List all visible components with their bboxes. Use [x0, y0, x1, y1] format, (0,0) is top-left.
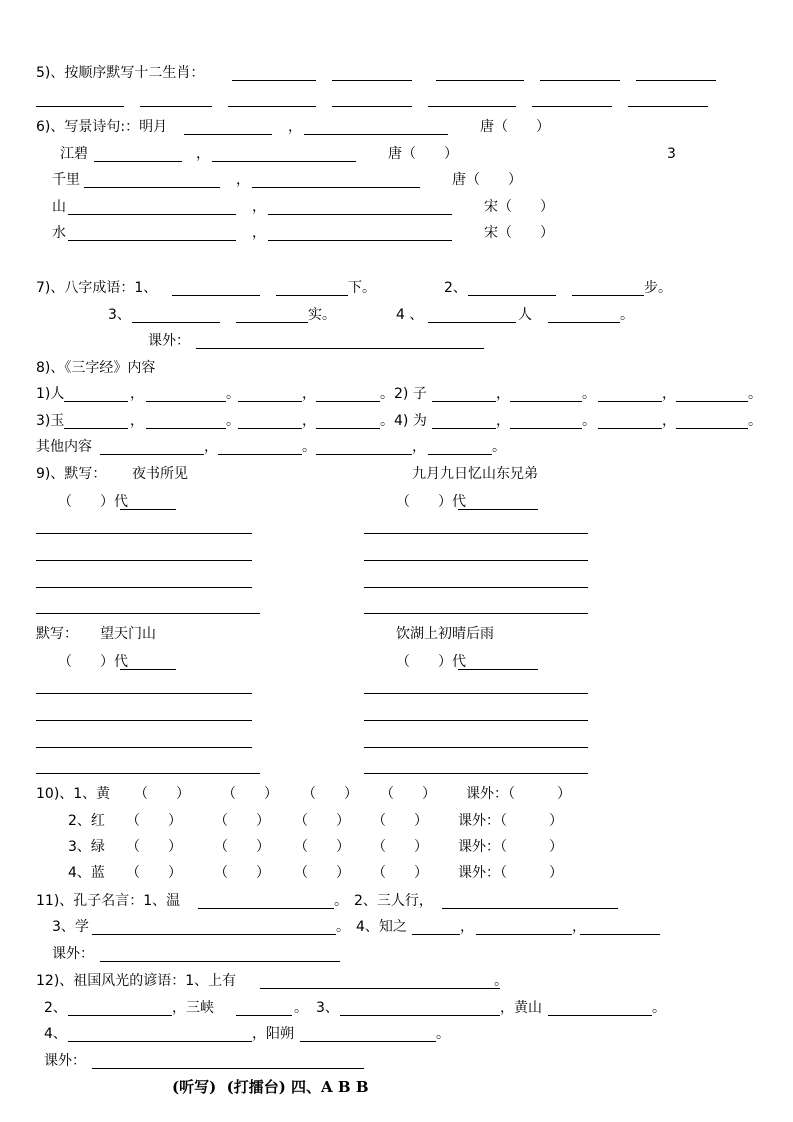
dynasty-tang: 唐（ ）	[388, 146, 458, 162]
period: 。	[582, 413, 596, 429]
comma: ，	[252, 199, 266, 215]
period: 。	[652, 1000, 666, 1016]
s11-label: 11)、孔子名言：1、温	[36, 893, 181, 909]
answer-line[interactable]	[36, 693, 252, 694]
comma: ，	[572, 919, 586, 935]
paren-blank[interactable]: （ ）	[126, 865, 182, 881]
s10-extra: 课外：（ ）	[466, 786, 571, 802]
s7-extra: 课外：	[148, 333, 190, 349]
s12-item3-mid: ，黄山	[500, 1000, 542, 1016]
comma: ，	[496, 413, 510, 429]
s10-row-label: 3、绿	[68, 839, 105, 855]
s12-extra: 课外：	[44, 1053, 86, 1069]
comma: ，	[288, 119, 302, 135]
s10-row-label: 2、红	[68, 813, 105, 829]
answer-blank[interactable]	[628, 106, 708, 107]
answer-blank[interactable]	[428, 106, 516, 107]
answer-blank[interactable]	[212, 161, 356, 162]
poem-dynasty: （ ）代	[58, 654, 128, 670]
s8-row2-a: 3)玉	[36, 413, 65, 429]
answer-line[interactable]	[364, 560, 588, 561]
answer-blank[interactable]	[84, 187, 220, 188]
s10-extra: 课外：（ ）	[458, 865, 563, 881]
comma: ，	[412, 439, 426, 455]
answer-blank[interactable]	[428, 322, 516, 323]
s7-item3-end: 实。	[308, 307, 336, 323]
period: 。	[226, 386, 240, 402]
s8-row2-b: 4) 为	[394, 413, 427, 429]
s8-label: 8)、《三字经》内容	[36, 360, 156, 376]
paren-blank[interactable]: （ ）	[294, 865, 350, 881]
answer-line[interactable]	[36, 560, 252, 561]
answer-blank[interactable]	[238, 401, 302, 402]
answer-blank[interactable]	[412, 934, 460, 935]
paren-blank[interactable]: （ ）	[134, 786, 190, 802]
answer-line[interactable]	[36, 587, 252, 588]
answer-blank[interactable]	[92, 934, 336, 935]
answer-blank[interactable]	[184, 134, 272, 135]
answer-blank[interactable]	[228, 106, 316, 107]
answer-blank[interactable]	[268, 214, 452, 215]
poem-title: 九月九日忆山东兄弟	[412, 466, 538, 482]
paren-blank[interactable]: （ ）	[294, 839, 350, 855]
comma: ，	[130, 386, 144, 402]
period: 。	[334, 893, 348, 909]
answer-blank[interactable]	[532, 106, 612, 107]
paren-blank[interactable]: （ ）	[302, 786, 358, 802]
answer-line[interactable]	[364, 747, 588, 748]
answer-blank[interactable]	[572, 295, 644, 296]
s6-label: 6)、写景诗句:：明月	[36, 119, 168, 135]
paren-blank[interactable]: （ ）	[214, 813, 270, 829]
s12-item2-mid: ，三峡	[172, 1000, 214, 1016]
answer-line[interactable]	[36, 747, 252, 748]
s11-item2: 2、三人行，	[354, 893, 433, 909]
dynasty-song: 宋（ ）	[484, 199, 554, 215]
s12-label: 12)、祖国风光的谚语：1、上有	[36, 973, 237, 989]
s10-extra: 课外：（ ）	[458, 813, 563, 829]
answer-blank[interactable]	[276, 295, 348, 296]
comma: ，	[130, 413, 144, 429]
dynasty-song: 宋（ ）	[484, 225, 554, 241]
answer-blank[interactable]	[120, 509, 176, 510]
answer-blank[interactable]	[676, 401, 748, 402]
s7-label: 7)、八字成语：1、	[36, 280, 158, 296]
paren-blank[interactable]: （ ）	[214, 839, 270, 855]
s10-row-label: 10)、1、黄	[36, 786, 111, 802]
answer-blank[interactable]	[540, 80, 620, 81]
answer-blank[interactable]	[510, 401, 582, 402]
answer-blank[interactable]	[548, 322, 620, 323]
s7-item2-end: 步。	[644, 280, 672, 296]
answer-blank[interactable]	[120, 669, 176, 670]
answer-blank[interactable]	[260, 988, 500, 989]
answer-line[interactable]	[36, 720, 252, 721]
paren-blank[interactable]: （ ）	[126, 813, 182, 829]
poem-dynasty: （ ）代	[58, 494, 128, 510]
answer-blank[interactable]	[252, 187, 420, 188]
comma: ，	[204, 439, 218, 455]
answer-blank[interactable]	[100, 454, 204, 455]
answer-blank[interactable]	[232, 80, 316, 81]
answer-blank[interactable]	[198, 908, 334, 909]
answer-blank[interactable]	[510, 428, 582, 429]
answer-blank[interactable]	[332, 80, 412, 81]
answer-blank[interactable]	[340, 1015, 500, 1016]
period: 。	[336, 919, 350, 935]
period: 。	[748, 413, 762, 429]
s7-item2-num: 2、	[444, 280, 467, 296]
answer-line[interactable]	[364, 533, 588, 534]
answer-blank[interactable]	[458, 509, 538, 510]
answer-blank[interactable]	[476, 934, 572, 935]
s7-item4-num: 4 、	[396, 307, 424, 323]
answer-blank[interactable]	[218, 454, 302, 455]
period: 。	[494, 973, 508, 989]
comma: ，	[302, 386, 316, 402]
answer-blank[interactable]	[268, 240, 452, 241]
period: 。	[302, 439, 316, 455]
poem-title: 夜书所见	[132, 466, 188, 482]
answer-blank[interactable]	[458, 669, 538, 670]
answer-blank[interactable]	[304, 134, 448, 135]
period: 。	[748, 386, 762, 402]
answer-blank[interactable]	[432, 428, 496, 429]
answer-blank[interactable]	[436, 80, 524, 81]
answer-blank[interactable]	[598, 401, 662, 402]
s12-item2-num: 2、	[44, 1000, 67, 1016]
answer-blank[interactable]	[236, 1015, 292, 1016]
s10-row-label: 4、蓝	[68, 865, 105, 881]
paren-blank[interactable]: （ ）	[294, 813, 350, 829]
answer-blank[interactable]	[64, 401, 128, 402]
s10-extra: 课外：（ ）	[458, 839, 563, 855]
comma: ，	[460, 919, 474, 935]
comma: ，	[662, 386, 676, 402]
poem-dynasty: （ ）代	[396, 494, 466, 510]
paren-blank[interactable]: （ ）	[372, 813, 428, 829]
page-number: 3	[667, 146, 676, 162]
answer-blank[interactable]	[548, 1015, 652, 1016]
period: 。	[380, 386, 394, 402]
paren-blank[interactable]: （ ）	[372, 839, 428, 855]
answer-blank[interactable]	[442, 908, 618, 909]
answer-blank[interactable]	[36, 106, 124, 107]
s9-label: 9)、默写：	[36, 466, 107, 482]
answer-blank[interactable]	[332, 106, 412, 107]
answer-blank[interactable]	[676, 428, 748, 429]
answer-blank[interactable]	[68, 214, 236, 215]
answer-blank[interactable]	[92, 1068, 364, 1069]
answer-blank[interactable]	[146, 401, 226, 402]
answer-blank[interactable]	[68, 240, 236, 241]
s7-item3-num: 3、	[108, 307, 131, 323]
comma: ，	[302, 413, 316, 429]
answer-blank[interactable]	[316, 454, 412, 455]
s11-item4: 4、知之	[356, 919, 407, 935]
period: 。	[226, 413, 240, 429]
answer-line[interactable]	[364, 773, 588, 774]
period: 。	[294, 1000, 308, 1016]
s8-row1-a: 1)人	[36, 386, 65, 402]
s11-item3: 3、学	[52, 919, 89, 935]
s12-item3-num: 3、	[316, 1000, 339, 1016]
dynasty-tang: 唐（ ）	[480, 119, 550, 135]
answer-blank[interactable]	[316, 428, 380, 429]
answer-blank[interactable]	[238, 428, 302, 429]
answer-blank[interactable]	[100, 961, 340, 962]
answer-line[interactable]	[364, 720, 588, 721]
answer-line[interactable]	[364, 613, 588, 614]
s9-label-2: 默写：	[36, 626, 78, 642]
answer-blank[interactable]	[236, 322, 308, 323]
answer-blank[interactable]	[432, 401, 496, 402]
answer-line[interactable]	[36, 773, 260, 774]
s6-line2-start: 江碧	[60, 146, 88, 162]
paren-blank[interactable]: （ ）	[214, 865, 270, 881]
s5-label: 5)、按顺序默写十二生肖：	[36, 65, 205, 81]
answer-blank[interactable]	[140, 106, 212, 107]
comma: ，	[662, 413, 676, 429]
s6-line5-start: 水	[52, 225, 66, 241]
s6-line3-start: 千里	[52, 172, 80, 188]
s7-item4-mid: 人	[518, 307, 532, 323]
answer-blank[interactable]	[132, 322, 220, 323]
paren-blank[interactable]: （ ）	[222, 786, 278, 802]
answer-blank[interactable]	[196, 348, 484, 349]
answer-blank[interactable]	[64, 428, 128, 429]
poem-title: 饮湖上初晴后雨	[396, 626, 494, 642]
answer-blank[interactable]	[68, 1015, 172, 1016]
answer-blank[interactable]	[598, 428, 662, 429]
answer-blank[interactable]	[68, 1041, 252, 1042]
answer-blank[interactable]	[300, 1041, 436, 1042]
s8-row3: 其他内容	[36, 439, 92, 455]
s12-item4-num: 4、	[44, 1026, 67, 1042]
period: 。	[436, 1026, 450, 1042]
poem-dynasty: （ ）代	[396, 654, 466, 670]
s6-line4-start: 山	[52, 199, 66, 215]
answer-line[interactable]	[36, 533, 252, 534]
answer-blank[interactable]	[316, 401, 380, 402]
answer-blank[interactable]	[468, 295, 556, 296]
comma: ，	[196, 146, 210, 162]
answer-line[interactable]	[36, 613, 260, 614]
answer-blank[interactable]	[428, 454, 492, 455]
answer-line[interactable]	[364, 587, 588, 588]
answer-blank[interactable]	[636, 80, 716, 81]
s7-item1-end: 下。	[348, 280, 376, 296]
period: 。	[380, 413, 394, 429]
answer-blank[interactable]	[146, 428, 226, 429]
footer-heading: (听写) (打擂台) 四、A B B	[172, 1078, 369, 1096]
paren-blank[interactable]: （ ）	[126, 839, 182, 855]
answer-blank[interactable]	[94, 161, 182, 162]
poem-title: 望天门山	[100, 626, 156, 642]
comma: ，	[252, 225, 266, 241]
period: 。	[492, 439, 506, 455]
dynasty-tang: 唐（ ）	[452, 172, 522, 188]
answer-line[interactable]	[364, 693, 588, 694]
s12-item4-mid: ，阳朔	[252, 1026, 294, 1042]
comma: ，	[496, 386, 510, 402]
comma: ，	[236, 172, 250, 188]
period: 。	[582, 386, 596, 402]
s8-row1-b: 2) 子	[394, 386, 427, 402]
s7-item4-end: 。	[620, 307, 634, 323]
answer-blank[interactable]	[172, 295, 260, 296]
paren-blank[interactable]: （ ）	[372, 865, 428, 881]
answer-blank[interactable]	[580, 934, 660, 935]
s11-extra: 课外：	[52, 946, 94, 962]
paren-blank[interactable]: （ ）	[380, 786, 436, 802]
